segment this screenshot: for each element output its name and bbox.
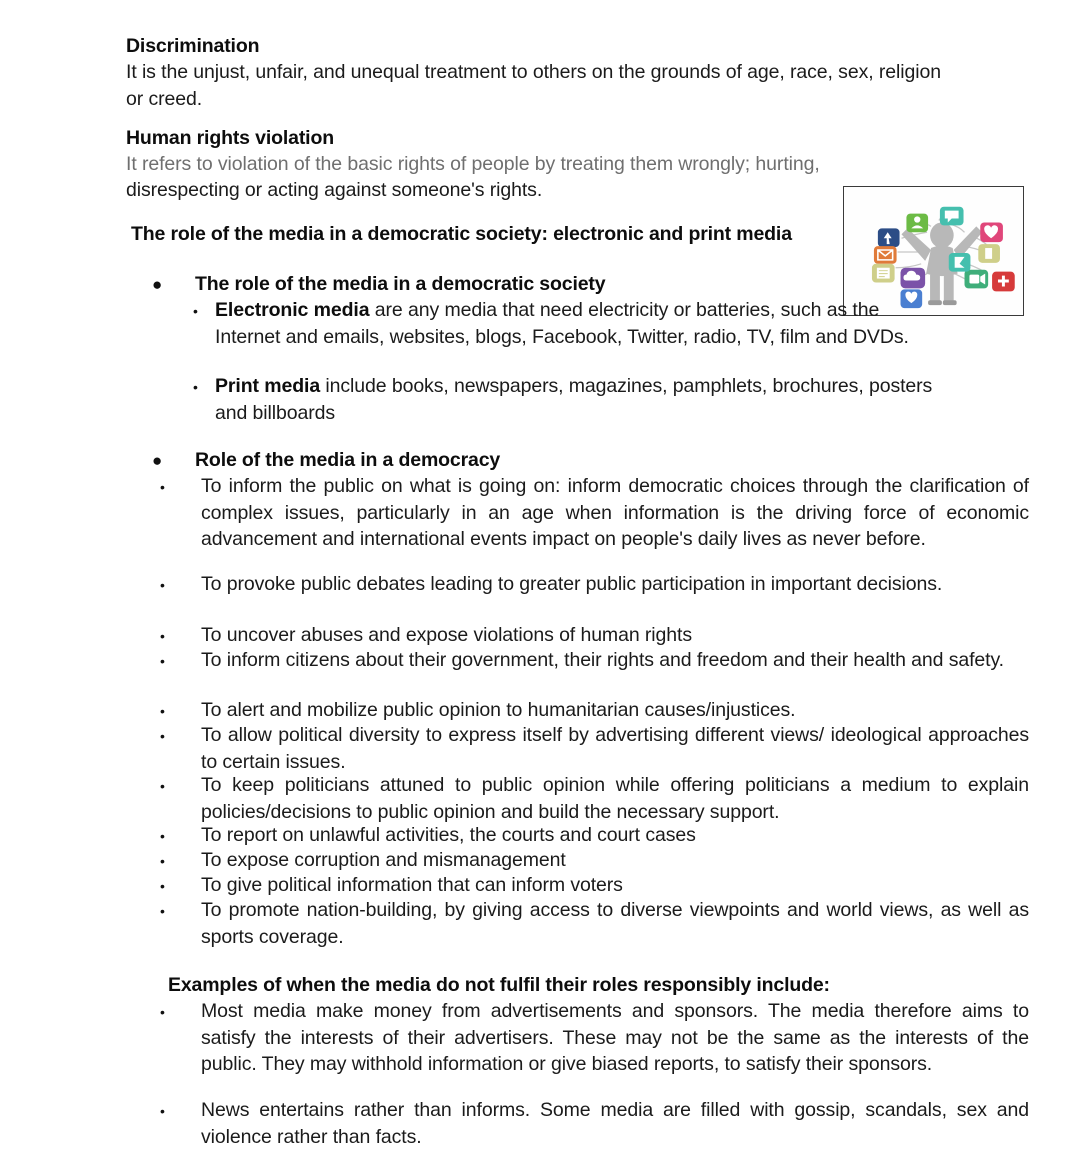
list-item-label (215, 373, 945, 426)
small-bullet-icon: • (160, 853, 165, 869)
list-item-democracy-7 (160, 822, 1029, 849)
list-item-label: Role of the media in a democracy (195, 449, 501, 471)
list-item-print-media (193, 373, 945, 426)
term-print-media-definition: include books, newspapers, magazines, pamphlets, brochures, posters and billboards (215, 375, 933, 424)
list-item-label: To report on unlawful activities, the courts and court cases (201, 824, 696, 846)
list-item-label: To alert and mobilize public opinion to humanitarian causes/injustices. (201, 699, 796, 721)
small-bullet-icon: • (160, 1103, 165, 1119)
list-item-role-of-media-heading (152, 271, 895, 298)
small-bullet-icon: • (160, 628, 165, 644)
term-electronic-media: Electronic media (215, 299, 370, 321)
paragraph-human-rights-violation-line2: disrespecting or acting against someone's rights. (126, 179, 543, 201)
small-bullet-icon: • (160, 653, 165, 669)
small-bullet-icon: • (193, 379, 198, 395)
small-bullet-icon: • (160, 479, 165, 495)
list-item-democracy-0 (160, 473, 1029, 553)
heading-human-rights-violation: Human rights violation (126, 127, 334, 149)
list-item-democracy-5 (160, 722, 1029, 775)
disc-bullet-icon: ● (152, 275, 163, 294)
small-bullet-icon: • (160, 728, 165, 744)
small-bullet-icon: • (160, 1004, 165, 1020)
list-item-democracy-3 (160, 647, 1029, 674)
list-item-democracy-8 (160, 847, 1029, 874)
list-item-example-0 (160, 998, 1029, 1078)
heading-examples-media-not-responsible: Examples of when the media do not fulfil their roles responsibly include: (168, 974, 830, 996)
small-bullet-icon: • (193, 303, 198, 319)
list-item-democracy-2 (160, 622, 1029, 649)
small-bullet-icon: • (160, 778, 165, 794)
term-print-media: Print media (215, 375, 321, 397)
paragraph-discrimination: It is the unjust, unfair, and unequal treatment to others on the grounds of age, race, sex, religion or creed. (126, 61, 941, 110)
small-bullet-icon: • (160, 903, 165, 919)
list-item-label (215, 297, 930, 350)
list-item-democracy-6 (160, 772, 1029, 825)
list-item-label: News entertains rather than informs. Some media are filled with gossip, scandals, sex and violence rather than facts. (201, 1099, 1029, 1148)
list-item-role-in-democracy-heading (152, 447, 895, 474)
list-item-democracy-4 (160, 697, 1029, 724)
small-bullet-icon: • (160, 878, 165, 894)
list-item-label: To inform citizens about their government, their rights and freedom and their health and safety. (201, 649, 1004, 671)
list-item-democracy-10 (160, 897, 1029, 950)
list-item-label: To inform the public on what is going on: inform democratic choices through the clarification of complex issues, particularly in an age when information is the driving force of economic advancement and international events impact on people's daily lives as never before. (201, 475, 1029, 550)
list-item-democracy-1 (160, 571, 1029, 598)
small-bullet-icon: • (160, 703, 165, 719)
list-item-label: To keep politicians attuned to public opinion while offering politicians a medium to explain policies/decisions to public opinion and build the necessary support. (201, 774, 1029, 823)
term-electronic-media-definition: are any media that need electricity or batteries, such as the Internet and emails, websites, blogs, Facebook, Twitter, radio, TV, film and DVDs. (215, 299, 909, 348)
list-item-label: To provoke public debates leading to greater public participation in important decisions. (201, 573, 943, 595)
list-item-label: To uncover abuses and expose violations of human rights (201, 624, 692, 646)
list-item-label: To give political information that can inform voters (201, 874, 623, 896)
list-item-label: To promote nation-building, by giving access to diverse viewpoints and world views, as well as sports coverage. (201, 899, 1029, 948)
list-item-label: To allow political diversity to express itself by advertising different views/ ideological approaches to certain issues. (201, 724, 1029, 773)
heading-discrimination: Discrimination (126, 35, 260, 57)
heading-role-of-media: The role of the media in a democratic society: electronic and print media (131, 223, 792, 245)
small-bullet-icon: • (160, 577, 165, 593)
list-item-label: Most media make money from advertisements and sponsors. The media therefore aims to satisfy the interests of their advertisers. These may not be the same as the interests of the public. They may withhold information or give biased reports, to satisfy their sponsors. (201, 1000, 1029, 1075)
list-item-example-1 (160, 1097, 1029, 1150)
disc-bullet-icon: ● (152, 451, 163, 470)
list-item-electronic-media (193, 297, 930, 350)
list-item-label: To expose corruption and mismanagement (201, 849, 566, 871)
small-bullet-icon: • (160, 828, 165, 844)
paragraph-human-rights-violation-line1: It refers to violation of the basic rights of people by treating them wrongly; hurting, (126, 153, 820, 175)
list-item-democracy-9 (160, 872, 1029, 899)
list-item-label: The role of the media in a democratic society (195, 273, 606, 295)
